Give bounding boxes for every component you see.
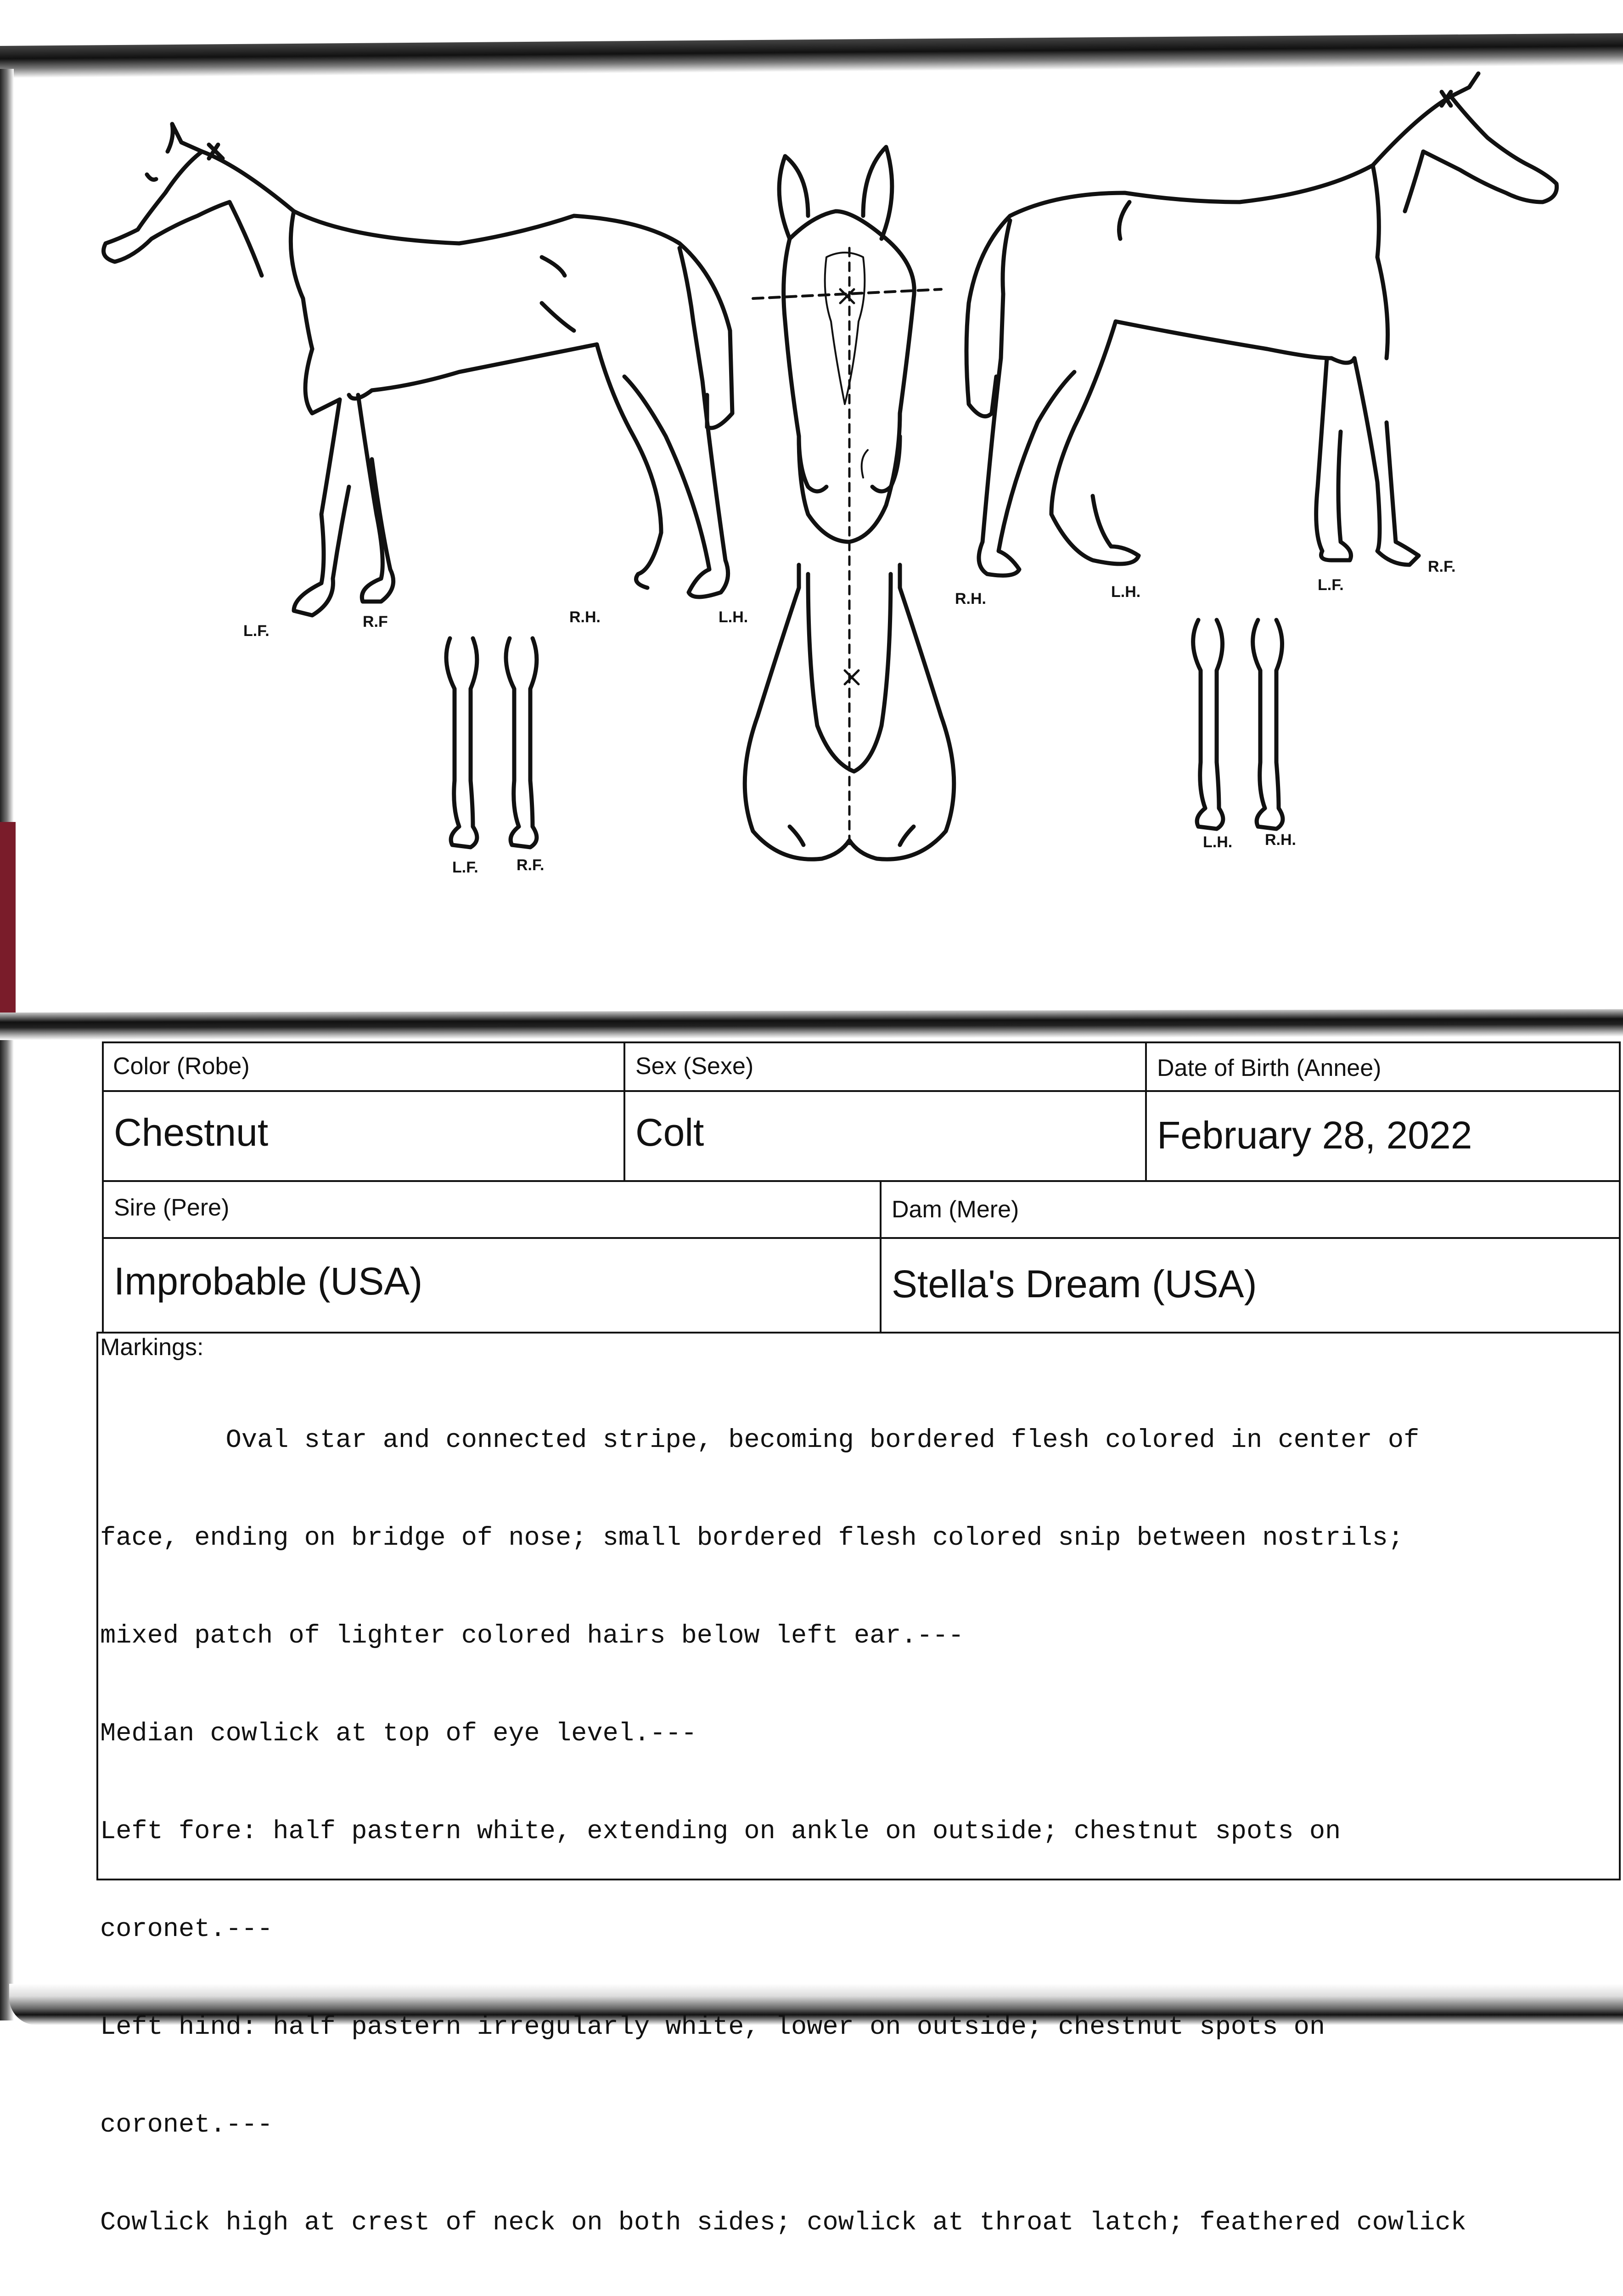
color-value-cell [102, 1090, 625, 1182]
page-fold-divider [0, 1009, 1623, 1040]
label-right-horse-right-fore: R.F. [1428, 558, 1456, 575]
dob-value-cell [1145, 1090, 1621, 1182]
sex-value: Colt [635, 1111, 704, 1154]
hind-legs-detail [1193, 620, 1283, 829]
sex-value-cell [623, 1090, 1147, 1182]
horse-marking-diagram [0, 0, 1623, 1010]
sire-label: Sire (Pere) [114, 1194, 230, 1221]
dam-label: Dam (Mere) [892, 1196, 1019, 1223]
sire-value: Improbable (USA) [114, 1260, 423, 1303]
left-side-horse-outline [104, 124, 733, 615]
markings-line: Left fore: half pastern white, extending on ankle on outside; chestnut spots on [100, 1817, 1341, 1846]
sex-label-cell [623, 1041, 1147, 1092]
dam-value-cell [880, 1237, 1621, 1334]
label-left-fore: L.F. [243, 622, 270, 640]
dob-label: Date of Birth (Annee) [1157, 1055, 1382, 1081]
color-label-cell [102, 1041, 625, 1092]
label-legs-left-hind: L.H. [1203, 833, 1233, 851]
sire-label-cell [102, 1180, 882, 1239]
sire-value-cell [102, 1237, 882, 1334]
label-legs-left-fore: L.F. [452, 859, 478, 876]
markings-line: coronet.--- [100, 1915, 273, 1944]
color-label: Color (Robe) [113, 1053, 250, 1080]
label-legs-right-fore: R.F. [517, 856, 545, 874]
markings-line: Oval star and connected stripe, becoming bordered flesh colored in center of [100, 1426, 1420, 1455]
label-right-horse-left-fore: L.F. [1318, 576, 1344, 594]
markings-line: mixed patch of lighter colored hairs below left ear.--- [100, 1621, 964, 1651]
markings-line: Cowlick high at crest of neck on both sides; cowlick at throat latch; feathered cowlick [100, 2208, 1466, 2238]
dam-label-cell [880, 1180, 1621, 1239]
markings-line: coronet.--- [100, 2110, 273, 2140]
sex-label: Sex (Sexe) [635, 1053, 754, 1080]
dam-value: Stella's Dream (USA) [892, 1262, 1257, 1306]
markings-line: Left hind: half pastern irregularly white, lower on outside; chestnut spots on [100, 2013, 1325, 2042]
dob-value: February 28, 2022 [1157, 1114, 1472, 1157]
markings-description [100, 1359, 1588, 2296]
label-right-horse-left-hind: L.H. [1111, 583, 1141, 601]
color-value: Chestnut [114, 1111, 269, 1154]
markings-line: face, ending on bridge of nose; small bordered flesh colored snip between nostrils; [100, 1524, 1404, 1553]
label-left-hind: L.H. [719, 608, 748, 626]
left-fore-legs-detail [446, 638, 537, 847]
label-right-hind: R.H. [569, 608, 601, 626]
label-legs-right-hind: R.H. [1265, 831, 1296, 849]
markings-line: Median cowlick at top of eye level.--- [100, 1719, 697, 1749]
label-right-horse-right-hind: R.H. [955, 590, 986, 608]
right-side-horse-outline [966, 73, 1557, 575]
dob-label-cell [1145, 1041, 1621, 1092]
markings-label: Markings: [100, 1334, 204, 1361]
front-view-head-outline [745, 147, 954, 859]
label-right-fore: R.F [363, 613, 388, 630]
